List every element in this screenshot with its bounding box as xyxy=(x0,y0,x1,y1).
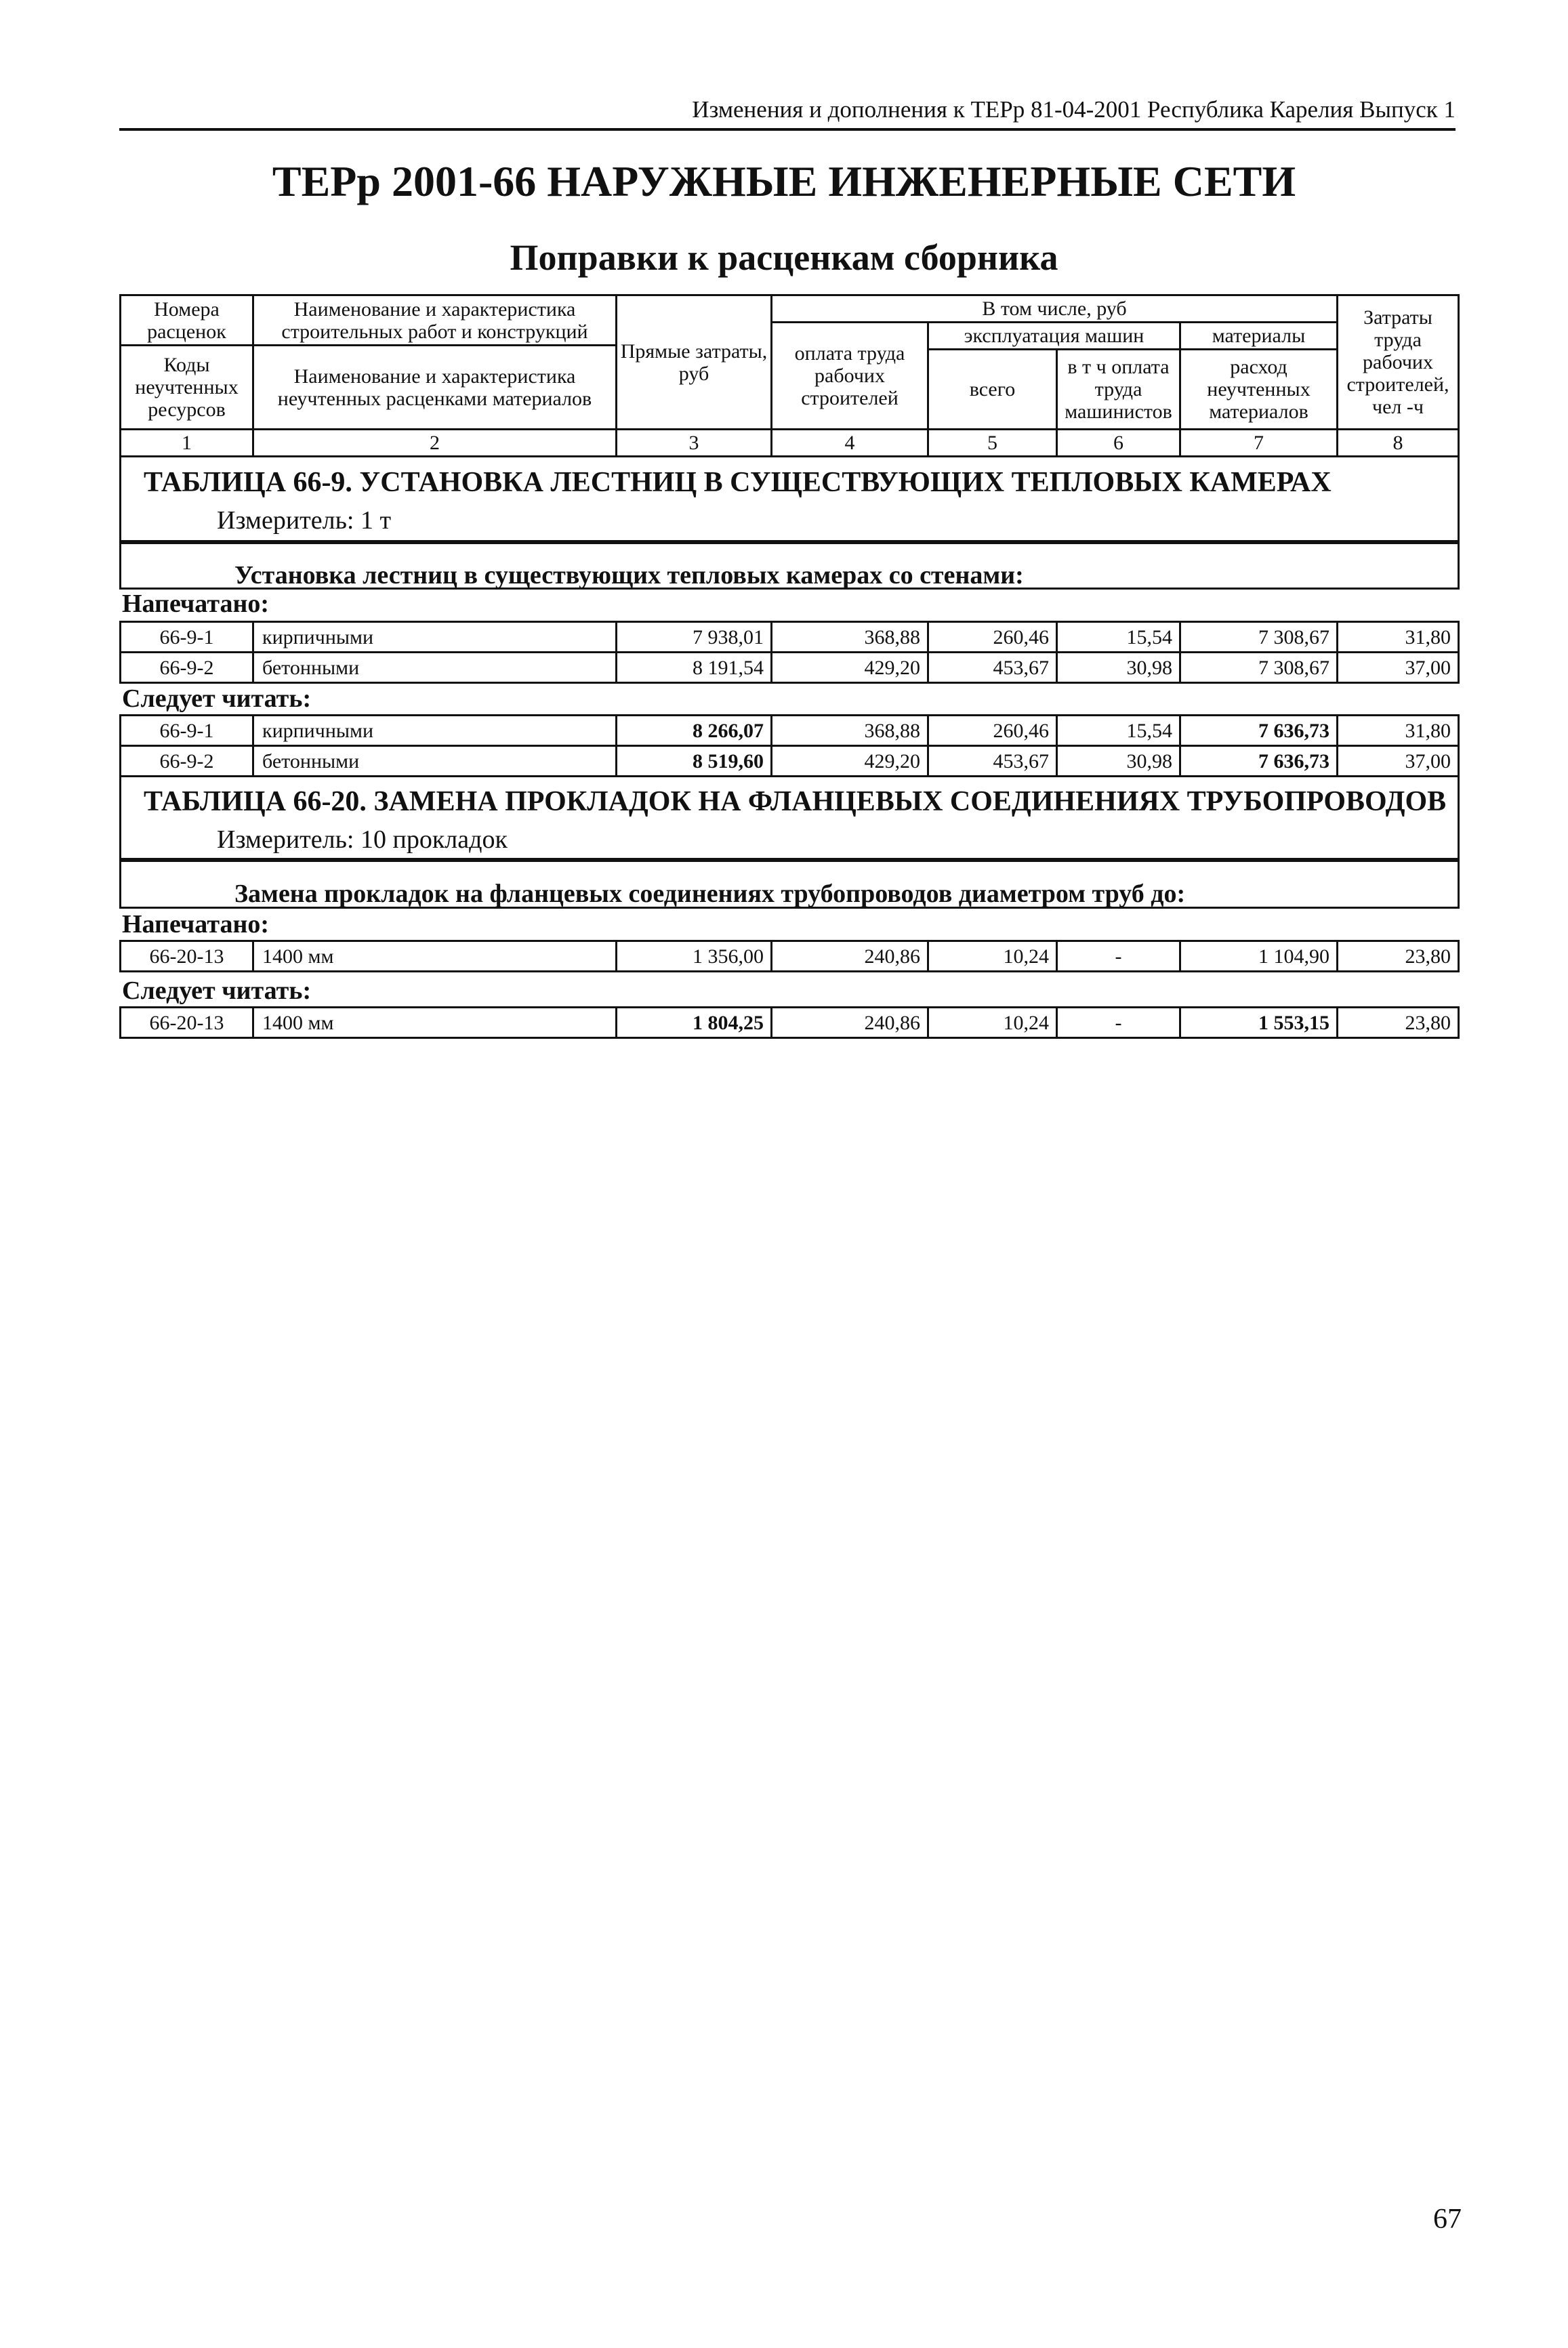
printed-label: Напечатано: xyxy=(122,590,269,618)
machinist-pay: 30,98 xyxy=(1126,749,1172,773)
document-subtitle: Поправки к расценкам сборника xyxy=(510,237,1058,278)
subgroup-heading: Установка лестниц в существующих тепловых камерах со стенами: xyxy=(234,561,1024,590)
machinist-pay: - xyxy=(1115,945,1122,968)
machines-total: 453,67 xyxy=(993,656,1049,679)
work-name: кирпичными xyxy=(262,719,374,742)
column-number: 8 xyxy=(1392,432,1403,454)
header-machinist-pay: в т ч оплата труда машинистов xyxy=(1065,356,1172,423)
header-worker-pay: оплата труда рабочих строителей xyxy=(794,342,905,409)
direct-costs: 8 519,60 xyxy=(693,749,764,773)
header-resource-codes: Коды неучтенных ресурсов xyxy=(135,354,239,421)
machinist-pay: 15,54 xyxy=(1126,625,1172,648)
column-number: 5 xyxy=(987,432,997,454)
column-number: 1 xyxy=(182,432,192,454)
header-labor-hours: Затраты труда рабочих строителей, чел -ч xyxy=(1346,306,1449,418)
header-unaccounted-materials: расход неучтенных материалов xyxy=(1207,356,1311,423)
column-number: 2 xyxy=(430,432,440,454)
column-number: 3 xyxy=(688,432,699,454)
column-number: 4 xyxy=(844,432,855,454)
labor-hours: 37,00 xyxy=(1405,749,1451,773)
direct-costs: 1 804,25 xyxy=(693,1011,764,1034)
work-name: бетонными xyxy=(262,749,360,773)
machines-total: 10,24 xyxy=(1003,945,1049,968)
header-material-name: Наименование и характеристика неучтенных расценками материалов xyxy=(277,365,592,410)
page-number: 67 xyxy=(1433,2204,1462,2235)
header-materials: материалы xyxy=(1212,325,1306,347)
machines-total: 453,67 xyxy=(993,749,1049,773)
rate-code: 66-20-13 xyxy=(149,945,224,968)
worker-pay: 429,20 xyxy=(864,749,920,773)
work-name: 1400 мм xyxy=(262,1011,334,1034)
unit-of-measure: Измеритель: 1 т xyxy=(217,506,392,535)
machines-total: 260,46 xyxy=(993,719,1049,742)
work-name: бетонными xyxy=(262,656,360,679)
worker-pay: 368,88 xyxy=(864,719,920,742)
header-rule xyxy=(119,128,1456,131)
worker-pay: 240,86 xyxy=(864,1011,920,1034)
header-machines: эксплуатация машин xyxy=(964,325,1144,347)
materials: 1 553,15 xyxy=(1258,1011,1329,1034)
header-work-name: Наименование и характеристика строительных работ и конструкций xyxy=(281,297,588,343)
machines-total: 260,46 xyxy=(993,625,1049,648)
table-title: ТАБЛИЦА 66-9. УСТАНОВКА ЛЕСТНИЦ В СУЩЕСТВУЮЩИХ ТЕПЛОВЫХ КАМЕРАХ xyxy=(144,467,1332,498)
materials: 7 636,73 xyxy=(1258,749,1329,773)
table-title: ТАБЛИЦА 66-20. ЗАМЕНА ПРОКЛАДОК НА ФЛАНЦЕВЫХ СОЕДИНЕНИЯХ ТРУБОПРОВОДОВ xyxy=(144,786,1447,817)
column-number: 6 xyxy=(1113,432,1123,454)
rate-code: 66-9-2 xyxy=(159,656,214,679)
header-in-that: В том числе, руб xyxy=(982,297,1127,320)
materials: 7 308,67 xyxy=(1258,625,1329,648)
rate-code: 66-9-2 xyxy=(159,749,214,773)
machines-total: 10,24 xyxy=(1003,1011,1049,1034)
materials: 7 636,73 xyxy=(1258,719,1329,742)
unit-of-measure: Измеритель: 10 прокладок xyxy=(217,825,508,854)
work-name: 1400 мм xyxy=(262,945,334,968)
worker-pay: 240,86 xyxy=(864,945,920,968)
rate-code: 66-20-13 xyxy=(149,1011,224,1034)
rate-code: 66-9-1 xyxy=(159,625,214,648)
rate-code: 66-9-1 xyxy=(159,719,214,742)
machinist-pay: 15,54 xyxy=(1126,719,1172,742)
printed-label: Напечатано: xyxy=(122,910,269,939)
direct-costs: 8 266,07 xyxy=(693,719,764,742)
running-header: Изменения и дополнения к ТЕРр 81-04-2001 Республика Карелия Выпуск 1 xyxy=(692,96,1456,123)
worker-pay: 429,20 xyxy=(864,656,920,679)
labor-hours: 31,80 xyxy=(1405,625,1451,648)
corrected-label: Следует читать: xyxy=(122,976,312,1005)
direct-costs: 8 191,54 xyxy=(693,656,764,679)
labor-hours: 23,80 xyxy=(1405,945,1451,968)
labor-hours: 31,80 xyxy=(1405,719,1451,742)
worker-pay: 368,88 xyxy=(864,625,920,648)
subgroup-heading: Замена прокладок на фланцевых соединениях трубопроводов диаметром труб до: xyxy=(234,880,1186,908)
machinist-pay: 30,98 xyxy=(1126,656,1172,679)
corrected-label: Следует читать: xyxy=(122,684,312,713)
header-direct-costs: Прямые затраты, руб xyxy=(620,339,768,385)
document-title: ТЕРр 2001-66 НАРУЖНЫЕ ИНЖЕНЕРНЫЕ СЕТИ xyxy=(272,157,1296,205)
direct-costs: 1 356,00 xyxy=(693,945,764,968)
labor-hours: 37,00 xyxy=(1405,656,1451,679)
column-number: 7 xyxy=(1254,432,1264,454)
labor-hours: 23,80 xyxy=(1405,1011,1451,1034)
machinist-pay: - xyxy=(1115,1011,1122,1034)
materials: 7 308,67 xyxy=(1258,656,1329,679)
direct-costs: 7 938,01 xyxy=(693,625,764,648)
header-machines-total: всего xyxy=(969,378,1016,400)
work-name: кирпичными xyxy=(262,625,374,648)
materials: 1 104,90 xyxy=(1258,945,1329,968)
header-rate-numbers: Номера расценок xyxy=(147,297,226,343)
